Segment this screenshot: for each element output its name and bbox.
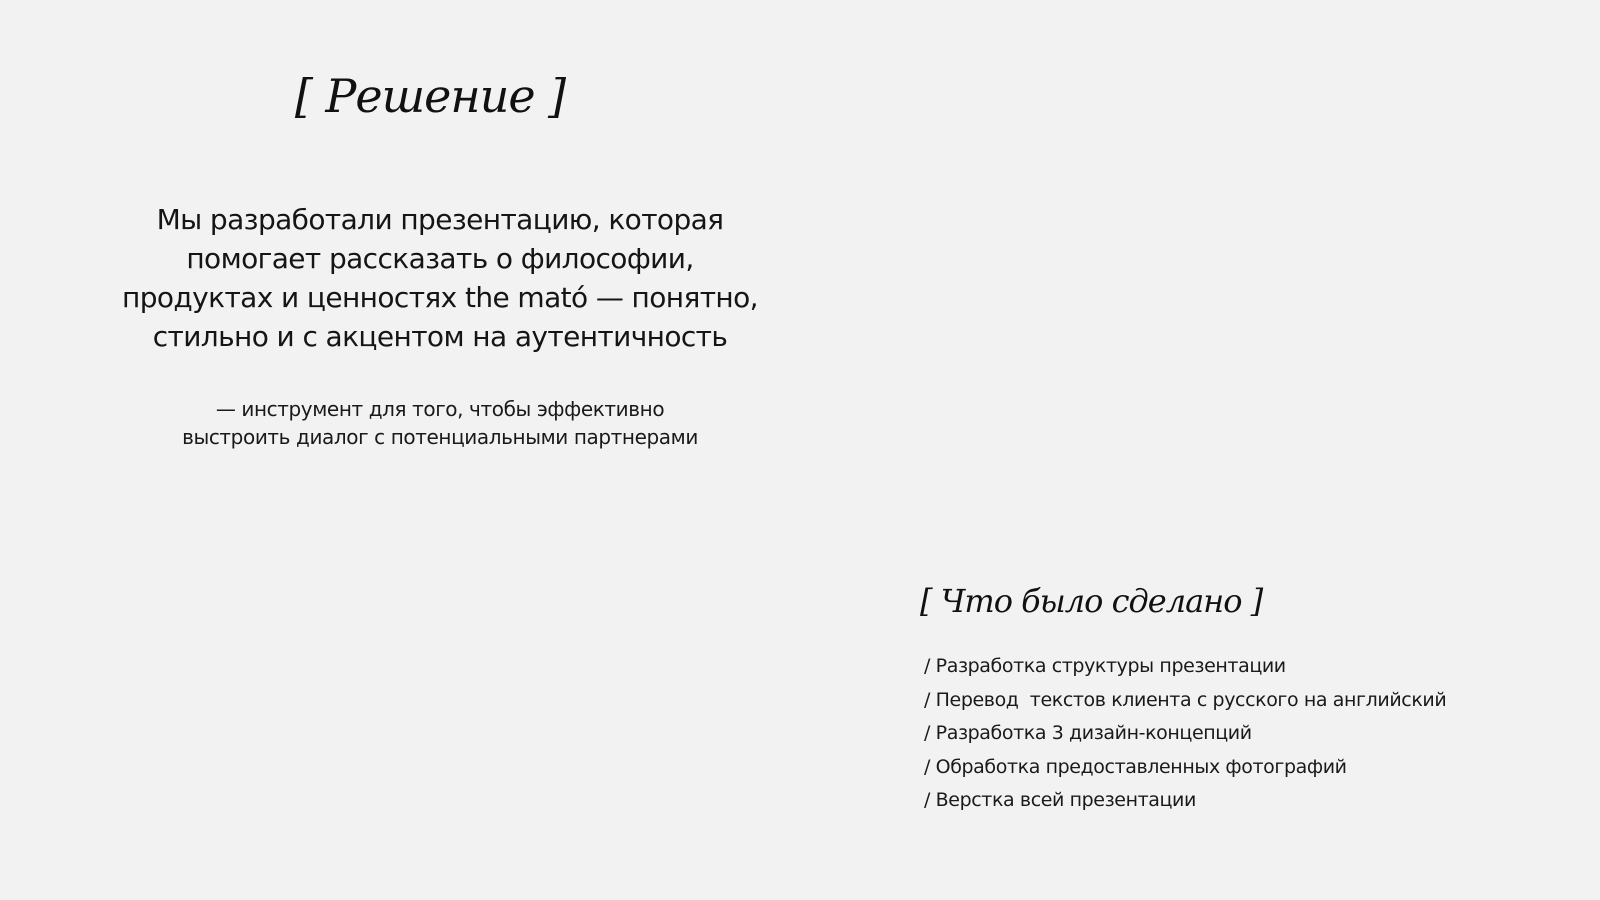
lead-line: стильно и с акцентом на аутентичность [152, 320, 728, 353]
solution-lead-text [90, 200, 790, 356]
list-item: / Перевод текстов клиента с русского на английский [924, 688, 1447, 711]
sub-line: выстроить диалог с потенциальными партнерами [182, 425, 698, 449]
solution-heading: [ Решение ] [294, 69, 566, 123]
done-list [924, 650, 1446, 818]
lead-line: помогает рассказать о философии, [186, 242, 694, 275]
done-heading: [ Что было сделано ] [920, 582, 1263, 620]
list-item: / Разработка структуры презентации [924, 655, 1286, 677]
sub-line: — инструмент для того, чтобы эффективно [215, 397, 665, 421]
lead-line: продуктах и ценностях the mató — понятно, [122, 281, 758, 314]
list-item: / Обработка предоставленных фотографий [924, 755, 1347, 778]
lead-line: Мы разработали презентацию, которая [156, 203, 724, 236]
list-item: / Разработка 3 дизайн-концепций [924, 722, 1252, 744]
list-item: / Верстка всей презентации [924, 789, 1196, 811]
solution-subtext [90, 395, 790, 451]
